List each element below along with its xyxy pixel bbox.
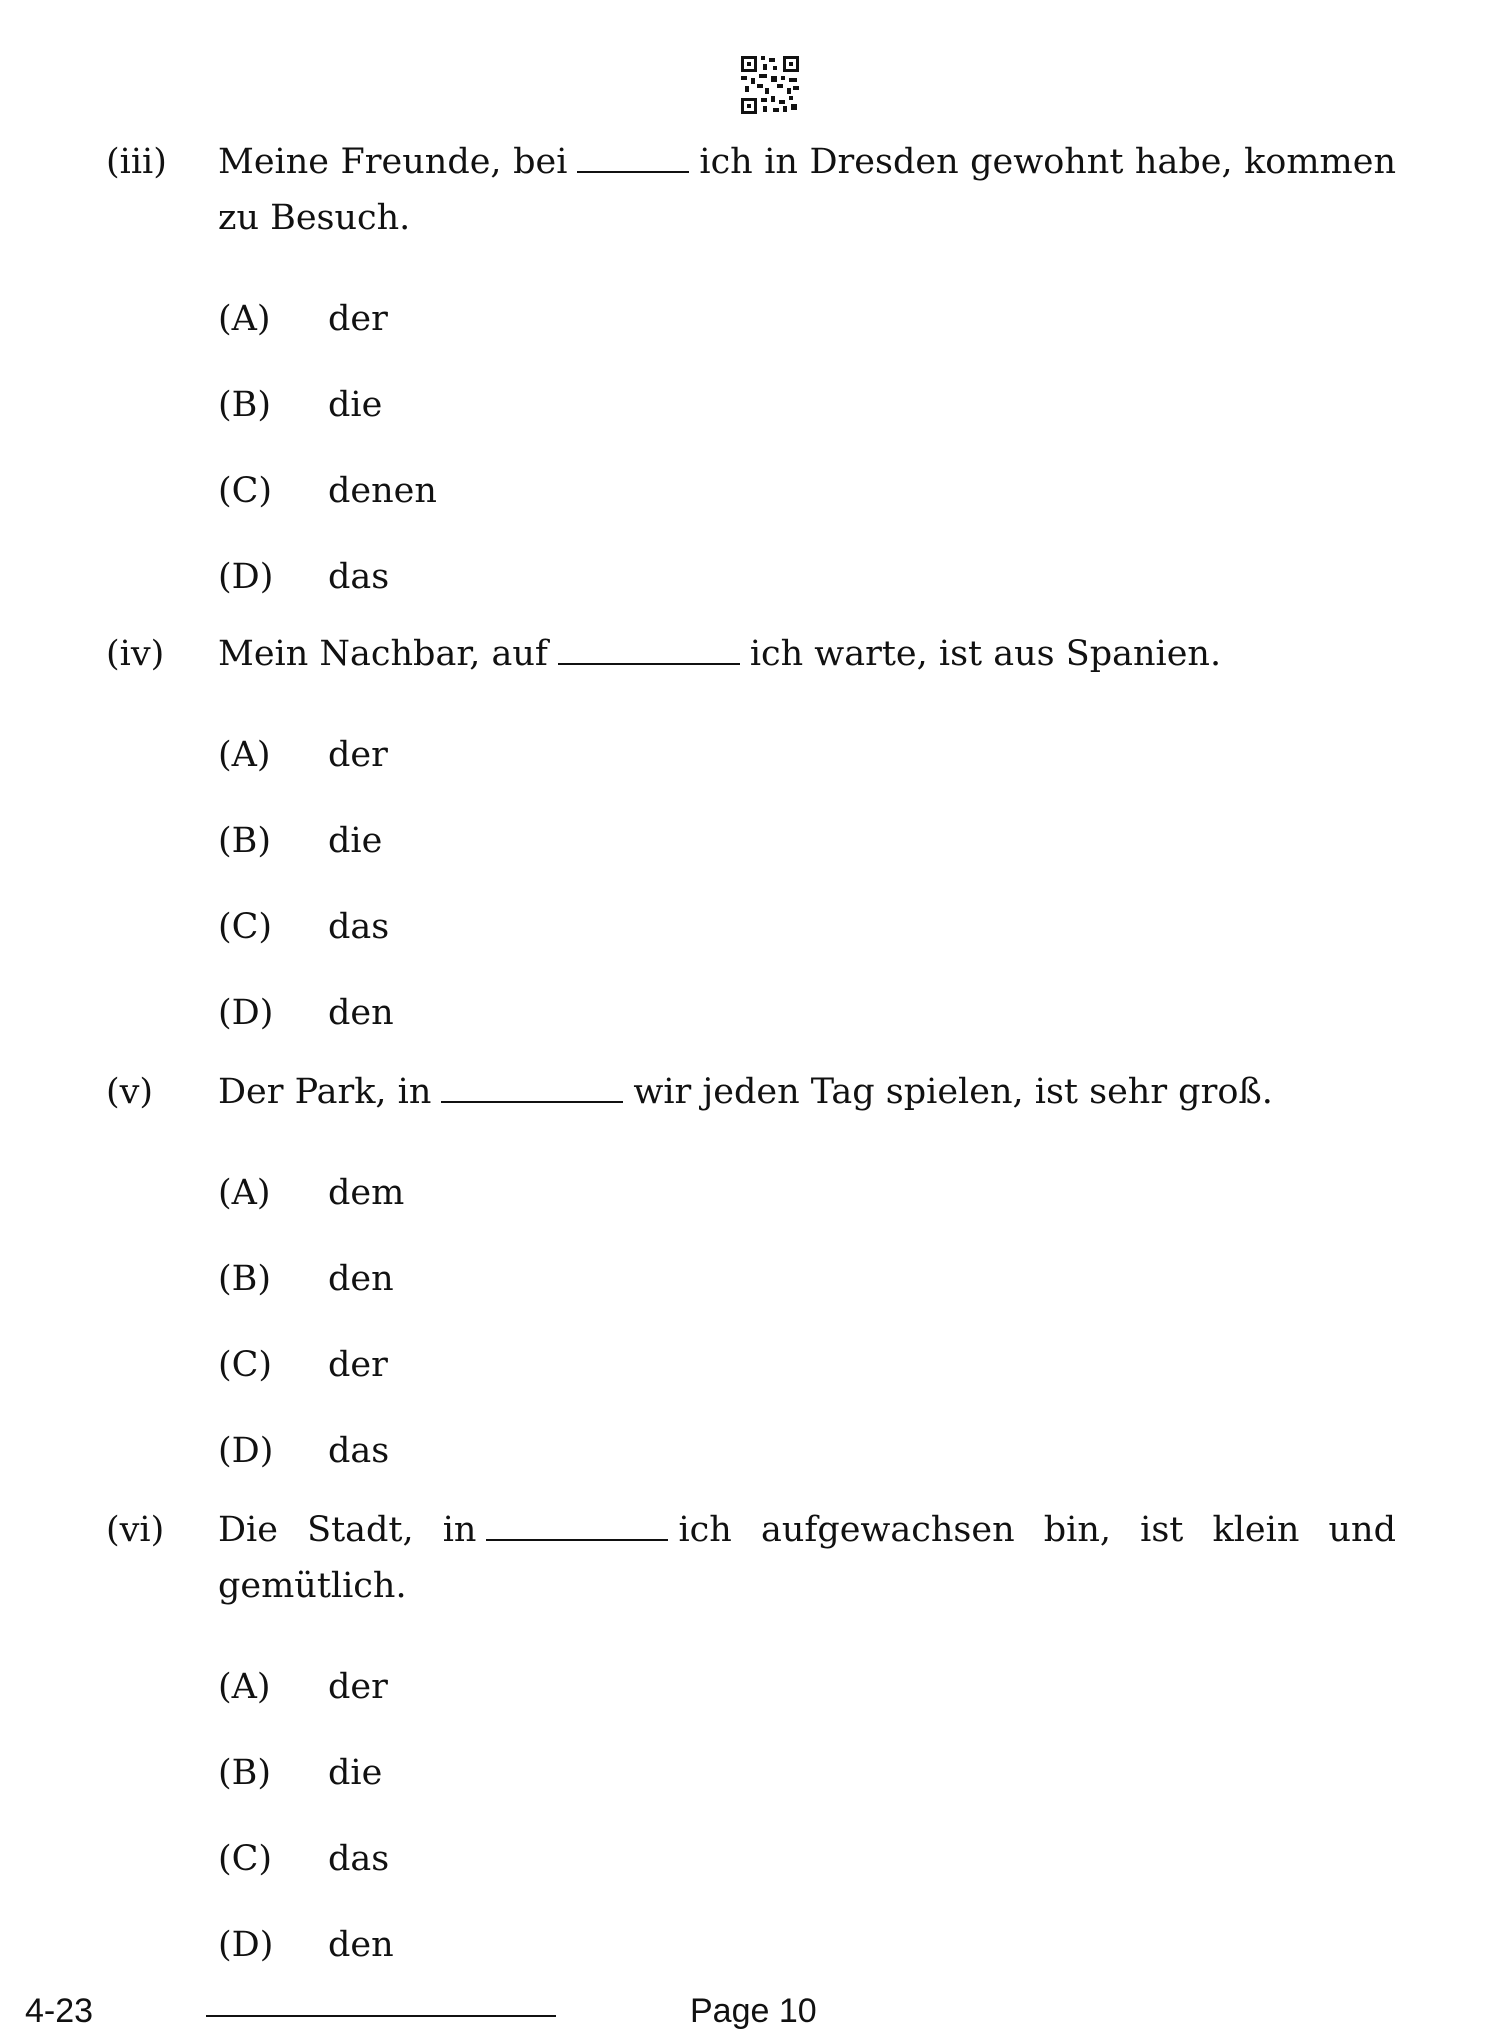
option-label: (C) xyxy=(218,1345,273,1385)
question-text xyxy=(218,134,1396,246)
option-text: der xyxy=(328,735,388,775)
answer-blank xyxy=(441,1077,623,1103)
answer-blank xyxy=(577,147,689,173)
option-text: die xyxy=(328,1753,383,1793)
answer-blank xyxy=(558,639,740,665)
option-label: (D) xyxy=(218,993,274,1033)
question-text-before: Die Stadt, in xyxy=(218,1510,477,1550)
question-text-after: wir jeden Tag spielen, ist sehr groß. xyxy=(633,1072,1273,1112)
option-label: (A) xyxy=(218,1173,271,1213)
option-label: (A) xyxy=(218,735,271,775)
question-row xyxy=(106,134,1396,246)
question-text xyxy=(218,1502,1396,1614)
question-text-before: Meine Freunde, bei xyxy=(218,142,568,182)
option-text: das xyxy=(328,907,390,947)
option-a xyxy=(218,1644,1396,1730)
option-label: (B) xyxy=(218,821,272,861)
question-text-before: Mein Nachbar, auf xyxy=(218,634,548,674)
question-number: (iii) xyxy=(106,142,167,182)
option-text: dem xyxy=(328,1173,405,1213)
question-row xyxy=(106,1064,1396,1120)
option-a xyxy=(218,1150,1396,1236)
option-label: (D) xyxy=(218,1431,274,1471)
option-label: (A) xyxy=(218,1667,271,1707)
option-b xyxy=(218,1236,1396,1322)
option-text: das xyxy=(328,1839,390,1879)
option-a xyxy=(218,712,1396,798)
option-text: die xyxy=(328,821,383,861)
option-label: (C) xyxy=(218,907,273,947)
option-d xyxy=(218,970,1396,1056)
option-label: (B) xyxy=(218,1753,272,1793)
answer-blank xyxy=(486,1515,668,1541)
question-number: (vi) xyxy=(106,1510,165,1550)
option-text: den xyxy=(328,1925,394,1965)
option-text: den xyxy=(328,993,394,1033)
question-text-before: Der Park, in xyxy=(218,1072,432,1112)
option-a xyxy=(218,276,1396,362)
question-iii xyxy=(106,134,1396,620)
question-text xyxy=(218,626,1396,682)
options-list xyxy=(218,276,1396,620)
option-text: denen xyxy=(328,471,437,511)
option-b xyxy=(218,798,1396,884)
question-iv xyxy=(106,626,1396,1056)
option-text: das xyxy=(328,557,390,597)
options-list xyxy=(218,1644,1396,1988)
option-label: (C) xyxy=(218,1839,273,1879)
question-vi xyxy=(106,1502,1396,1988)
question-row xyxy=(106,1502,1396,1614)
option-c xyxy=(218,1322,1396,1408)
footer-divider xyxy=(206,2015,556,2017)
question-text-after: ich warte, ist aus Spanien. xyxy=(749,634,1222,674)
question-number: (iv) xyxy=(106,634,165,674)
option-label: (C) xyxy=(218,471,273,511)
footer-code: 4-23 xyxy=(25,1992,94,2030)
option-c xyxy=(218,884,1396,970)
question-text-after: ich in Dresden gewohnt habe, kommen zu Besuch. xyxy=(218,142,1396,238)
question-row xyxy=(106,626,1396,682)
option-d xyxy=(218,1408,1396,1494)
option-b xyxy=(218,362,1396,448)
option-text: der xyxy=(328,299,388,339)
option-d xyxy=(218,1902,1396,1988)
options-list xyxy=(218,1150,1396,1494)
question-v xyxy=(106,1064,1396,1494)
option-text: den xyxy=(328,1259,394,1299)
option-b xyxy=(218,1730,1396,1816)
option-text: der xyxy=(328,1345,388,1385)
option-label: (D) xyxy=(218,557,274,597)
question-text-after: ich aufgewachsen bin, ist klein und gemütlich. xyxy=(218,1510,1396,1606)
page-number: Page 10 xyxy=(690,1992,817,2030)
option-label: (B) xyxy=(218,385,272,425)
option-label: (B) xyxy=(218,1259,272,1299)
question-number: (v) xyxy=(106,1072,154,1112)
options-list xyxy=(218,712,1396,1056)
option-c xyxy=(218,448,1396,534)
question-text xyxy=(218,1064,1396,1120)
option-text: der xyxy=(328,1667,388,1707)
qr-code-icon xyxy=(741,56,799,114)
option-text: die xyxy=(328,385,383,425)
option-label: (D) xyxy=(218,1925,274,1965)
option-text: das xyxy=(328,1431,390,1471)
option-label: (A) xyxy=(218,299,271,339)
option-c xyxy=(218,1816,1396,1902)
option-d xyxy=(218,534,1396,620)
